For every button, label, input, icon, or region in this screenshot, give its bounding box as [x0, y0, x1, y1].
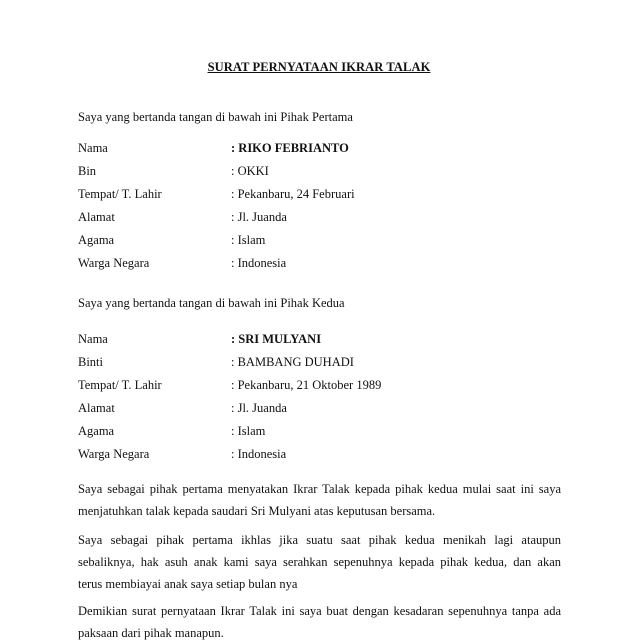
paragraph-line: terus membiayai anak saya setiap bulan nya: [78, 577, 298, 591]
identity-row-tempat-lahir: [78, 378, 578, 396]
field-value: : Jl. Juanda: [231, 401, 287, 415]
paragraph-penutup: [78, 600, 561, 644]
identity-row-tempat-lahir: [78, 187, 578, 205]
identity-row-nama: [78, 141, 578, 159]
paragraph-line: Demikian surat pernyataan Ikrar Talak ini saya buat dengan kesadaran sepenuhnya tanpa ada: [78, 604, 561, 618]
field-label: Alamat: [78, 210, 115, 224]
field-label: Tempat/ T. Lahir: [78, 378, 162, 392]
field-value: : BAMBANG DUHADI: [231, 355, 354, 369]
paragraph-line: menjatuhkan talak kepada saudari Sri Mulyani atas keputusan bersama.: [78, 504, 436, 518]
field-value: : Jl. Juanda: [231, 210, 287, 224]
field-value: : Indonesia: [231, 447, 287, 461]
paragraph-hak-asuh: [78, 529, 561, 595]
field-label: Agama: [78, 424, 115, 438]
field-value: : Islam: [231, 233, 266, 247]
field-label: Warga Negara: [78, 447, 150, 461]
field-value: : Indonesia: [231, 256, 287, 270]
identity-row-alamat: [78, 401, 578, 419]
paragraph-ikrar-talak: [78, 478, 561, 522]
field-label: Bin: [78, 164, 97, 178]
pihak-kedua-intro: Saya yang bertanda tangan di bawah ini Pihak Kedua: [78, 296, 345, 310]
field-value: : SRI MULYANI: [231, 332, 322, 346]
field-value: : RIKO FEBRIANTO: [231, 141, 349, 155]
paragraph-line: Saya sebagai pihak pertama ikhlas jika suatu saat pihak kedua menikah lagi ataupun: [78, 533, 561, 547]
identity-row-agama: [78, 424, 578, 442]
paragraph-line: sebaliknya, hak asuh anak kami saya serahkan sepenuhnya kepada pihak kedua, dan akan: [78, 555, 561, 569]
field-value: : Islam: [231, 424, 266, 438]
field-label: Nama: [78, 141, 108, 155]
field-label: Nama: [78, 332, 108, 346]
identity-row-bin: [78, 164, 578, 182]
paragraph-line: paksaan dari pihak manapun.: [78, 626, 224, 640]
identity-row-warga-negara: [78, 447, 578, 465]
document-title: SURAT PERNYATAAN IKRAR TALAK: [207, 60, 431, 74]
field-value: : OKKI: [231, 164, 269, 178]
field-label: Tempat/ T. Lahir: [78, 187, 162, 201]
field-label: Agama: [78, 233, 115, 247]
identity-row-alamat: [78, 210, 578, 228]
identity-row-warga-negara: [78, 256, 578, 274]
field-value: : Pekanbaru, 21 Oktober 1989: [231, 378, 382, 392]
field-label: Warga Negara: [78, 256, 150, 270]
paragraph-line: Saya sebagai pihak pertama menyatakan Ikrar Talak kepada pihak kedua mulai saat ini saya: [78, 482, 561, 496]
identity-row-agama: [78, 233, 578, 251]
identity-row-binti: [78, 355, 578, 373]
field-value: : Pekanbaru, 24 Februari: [231, 187, 355, 201]
identity-row-nama: [78, 332, 578, 350]
field-label: Binti: [78, 355, 104, 369]
pihak-pertama-intro: Saya yang bertanda tangan di bawah ini Pihak Pertama: [78, 110, 353, 124]
field-label: Alamat: [78, 401, 115, 415]
